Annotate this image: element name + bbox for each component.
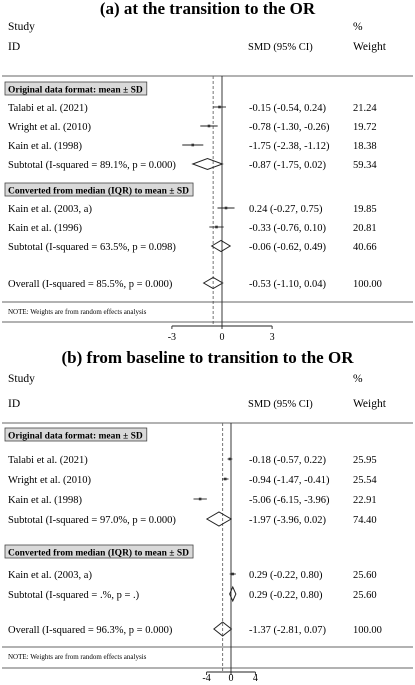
forest-panel-b (2, 348, 413, 684)
study-row-weight: 25.60 (353, 570, 377, 581)
study-row-label: Kain et al. (1998) (8, 141, 83, 152)
point-estimate-marker (225, 207, 228, 210)
study-row-weight: 25.54 (353, 475, 377, 486)
point-estimate-marker (208, 125, 211, 128)
subtotal-row-label: Subtotal (I-squared = 89.1%, p = 0.000) (8, 160, 176, 171)
subtotal-row-label: Subtotal (I-squared = 97.0%, p = 0.000) (8, 515, 176, 526)
point-estimate-marker (224, 478, 227, 481)
study-row-ci-text: -0.33 (-0.76, 0.10) (249, 223, 326, 234)
subtotal-row-ci-text: -1.97 (-3.96, 0.02) (249, 515, 326, 526)
study-row-label: Kain et al. (2003, a) (8, 204, 92, 215)
study-row-label: Talabi et al. (2021) (8, 455, 88, 466)
point-estimate-marker (218, 106, 221, 109)
study-row-label: Talabi et al. (2021) (8, 103, 88, 114)
study-header: Study (8, 373, 35, 385)
study-row-label: Kain et al. (1996) (8, 223, 83, 234)
x-tick-label: -4 (202, 673, 211, 684)
study-row-weight: 20.81 (353, 223, 377, 234)
study-row-ci-text: 0.24 (-0.27, 0.75) (249, 204, 323, 215)
pooled-diamond (193, 159, 223, 170)
pooled-diamond (212, 241, 231, 252)
group-header-label: Original data format: mean ± SD (8, 85, 143, 96)
overall-row-ci-text: -1.37 (-2.81, 0.07) (249, 625, 326, 636)
study-row-weight: 25.95 (353, 455, 377, 466)
study-row-ci-text: -0.15 (-0.54, 0.24) (249, 103, 326, 114)
overall-row-label: Overall (I-squared = 96.3%, p = 0.000) (8, 625, 173, 636)
point-estimate-marker (229, 458, 232, 461)
subtotal-row-weight: 74.40 (353, 515, 377, 526)
study-row-weight: 19.72 (353, 122, 377, 133)
x-tick-label: -3 (167, 332, 177, 343)
pooled-diamond (207, 512, 231, 526)
id-header: ID (8, 41, 21, 53)
percent-header: % (353, 373, 363, 385)
overall-row-label: Overall (I-squared = 85.5%, p = 0.000) (8, 279, 173, 290)
study-row-label: Wright et al. (2010) (8, 122, 91, 133)
study-header: Study (8, 21, 35, 33)
study-row-weight: 19.85 (353, 204, 377, 215)
study-row-label: Wright et al. (2010) (8, 475, 91, 486)
panel-title: (b) from baseline to transition to the OR (61, 348, 354, 367)
subtotal-row-weight: 59.34 (353, 160, 377, 171)
forest-panel-a (2, 0, 413, 343)
point-estimate-marker (199, 498, 202, 501)
subtotal-row-ci-text: 0.29 (-0.22, 0.80) (249, 590, 323, 601)
study-row-ci-text: -0.78 (-1.30, -0.26) (249, 122, 330, 133)
study-row-ci-text: -1.75 (-2.38, -1.12) (249, 141, 330, 152)
group-header-label: Original data format: mean ± SD (8, 431, 143, 442)
id-header: ID (8, 398, 21, 410)
point-estimate-marker (215, 226, 218, 229)
study-row-ci-text: -0.18 (-0.57, 0.22) (249, 455, 326, 466)
group-header-label: Converted from median (IQR) to mean ± SD (8, 186, 190, 197)
subtotal-row-label: Subtotal (I-squared = 63.5%, p = 0.098) (8, 242, 176, 253)
overall-row-ci-text: -0.53 (-1.10, 0.04) (249, 279, 326, 290)
x-tick-label: 0 (228, 673, 234, 684)
x-tick-label: 0 (219, 332, 225, 343)
x-tick-label: 4 (252, 673, 258, 684)
study-row-ci-text: -0.94 (-1.47, -0.41) (249, 475, 330, 486)
study-row-ci-text: 0.29 (-0.22, 0.80) (249, 570, 323, 581)
weight-header: Weight (353, 398, 386, 410)
percent-header: % (353, 21, 363, 33)
study-row-ci-text: -5.06 (-6.15, -3.96) (249, 495, 330, 506)
point-estimate-marker (191, 144, 194, 147)
group-header-label: Converted from median (IQR) to mean ± SD (8, 548, 190, 559)
subtotal-row-ci-text: -0.87 (-1.75, 0.02) (249, 160, 326, 171)
panel-title: (a) at the transition to the OR (99, 0, 316, 18)
subtotal-row-weight: 25.60 (353, 590, 377, 601)
effect-header: SMD (95% CI) (248, 42, 313, 53)
overall-row-weight: 100.00 (353, 625, 382, 636)
subtotal-row-label: Subtotal (I-squared = .%, p = .) (8, 590, 140, 601)
effect-header: SMD (95% CI) (248, 399, 313, 410)
subtotal-row-weight: 40.66 (353, 242, 377, 253)
weights-note: NOTE: Weights are from random effects analysis (8, 308, 147, 316)
x-tick-label: 3 (269, 332, 275, 343)
study-row-weight: 22.91 (353, 495, 377, 506)
subtotal-row-ci-text: -0.06 (-0.62, 0.49) (249, 242, 326, 253)
study-row-weight: 18.38 (353, 141, 377, 152)
point-estimate-marker (231, 573, 234, 576)
study-row-label: Kain et al. (1998) (8, 495, 83, 506)
study-row-weight: 21.24 (353, 103, 377, 114)
weights-note: NOTE: Weights are from random effects analysis (8, 653, 147, 661)
overall-row-weight: 100.00 (353, 279, 382, 290)
study-row-label: Kain et al. (2003, a) (8, 570, 92, 581)
weight-header: Weight (353, 41, 386, 53)
